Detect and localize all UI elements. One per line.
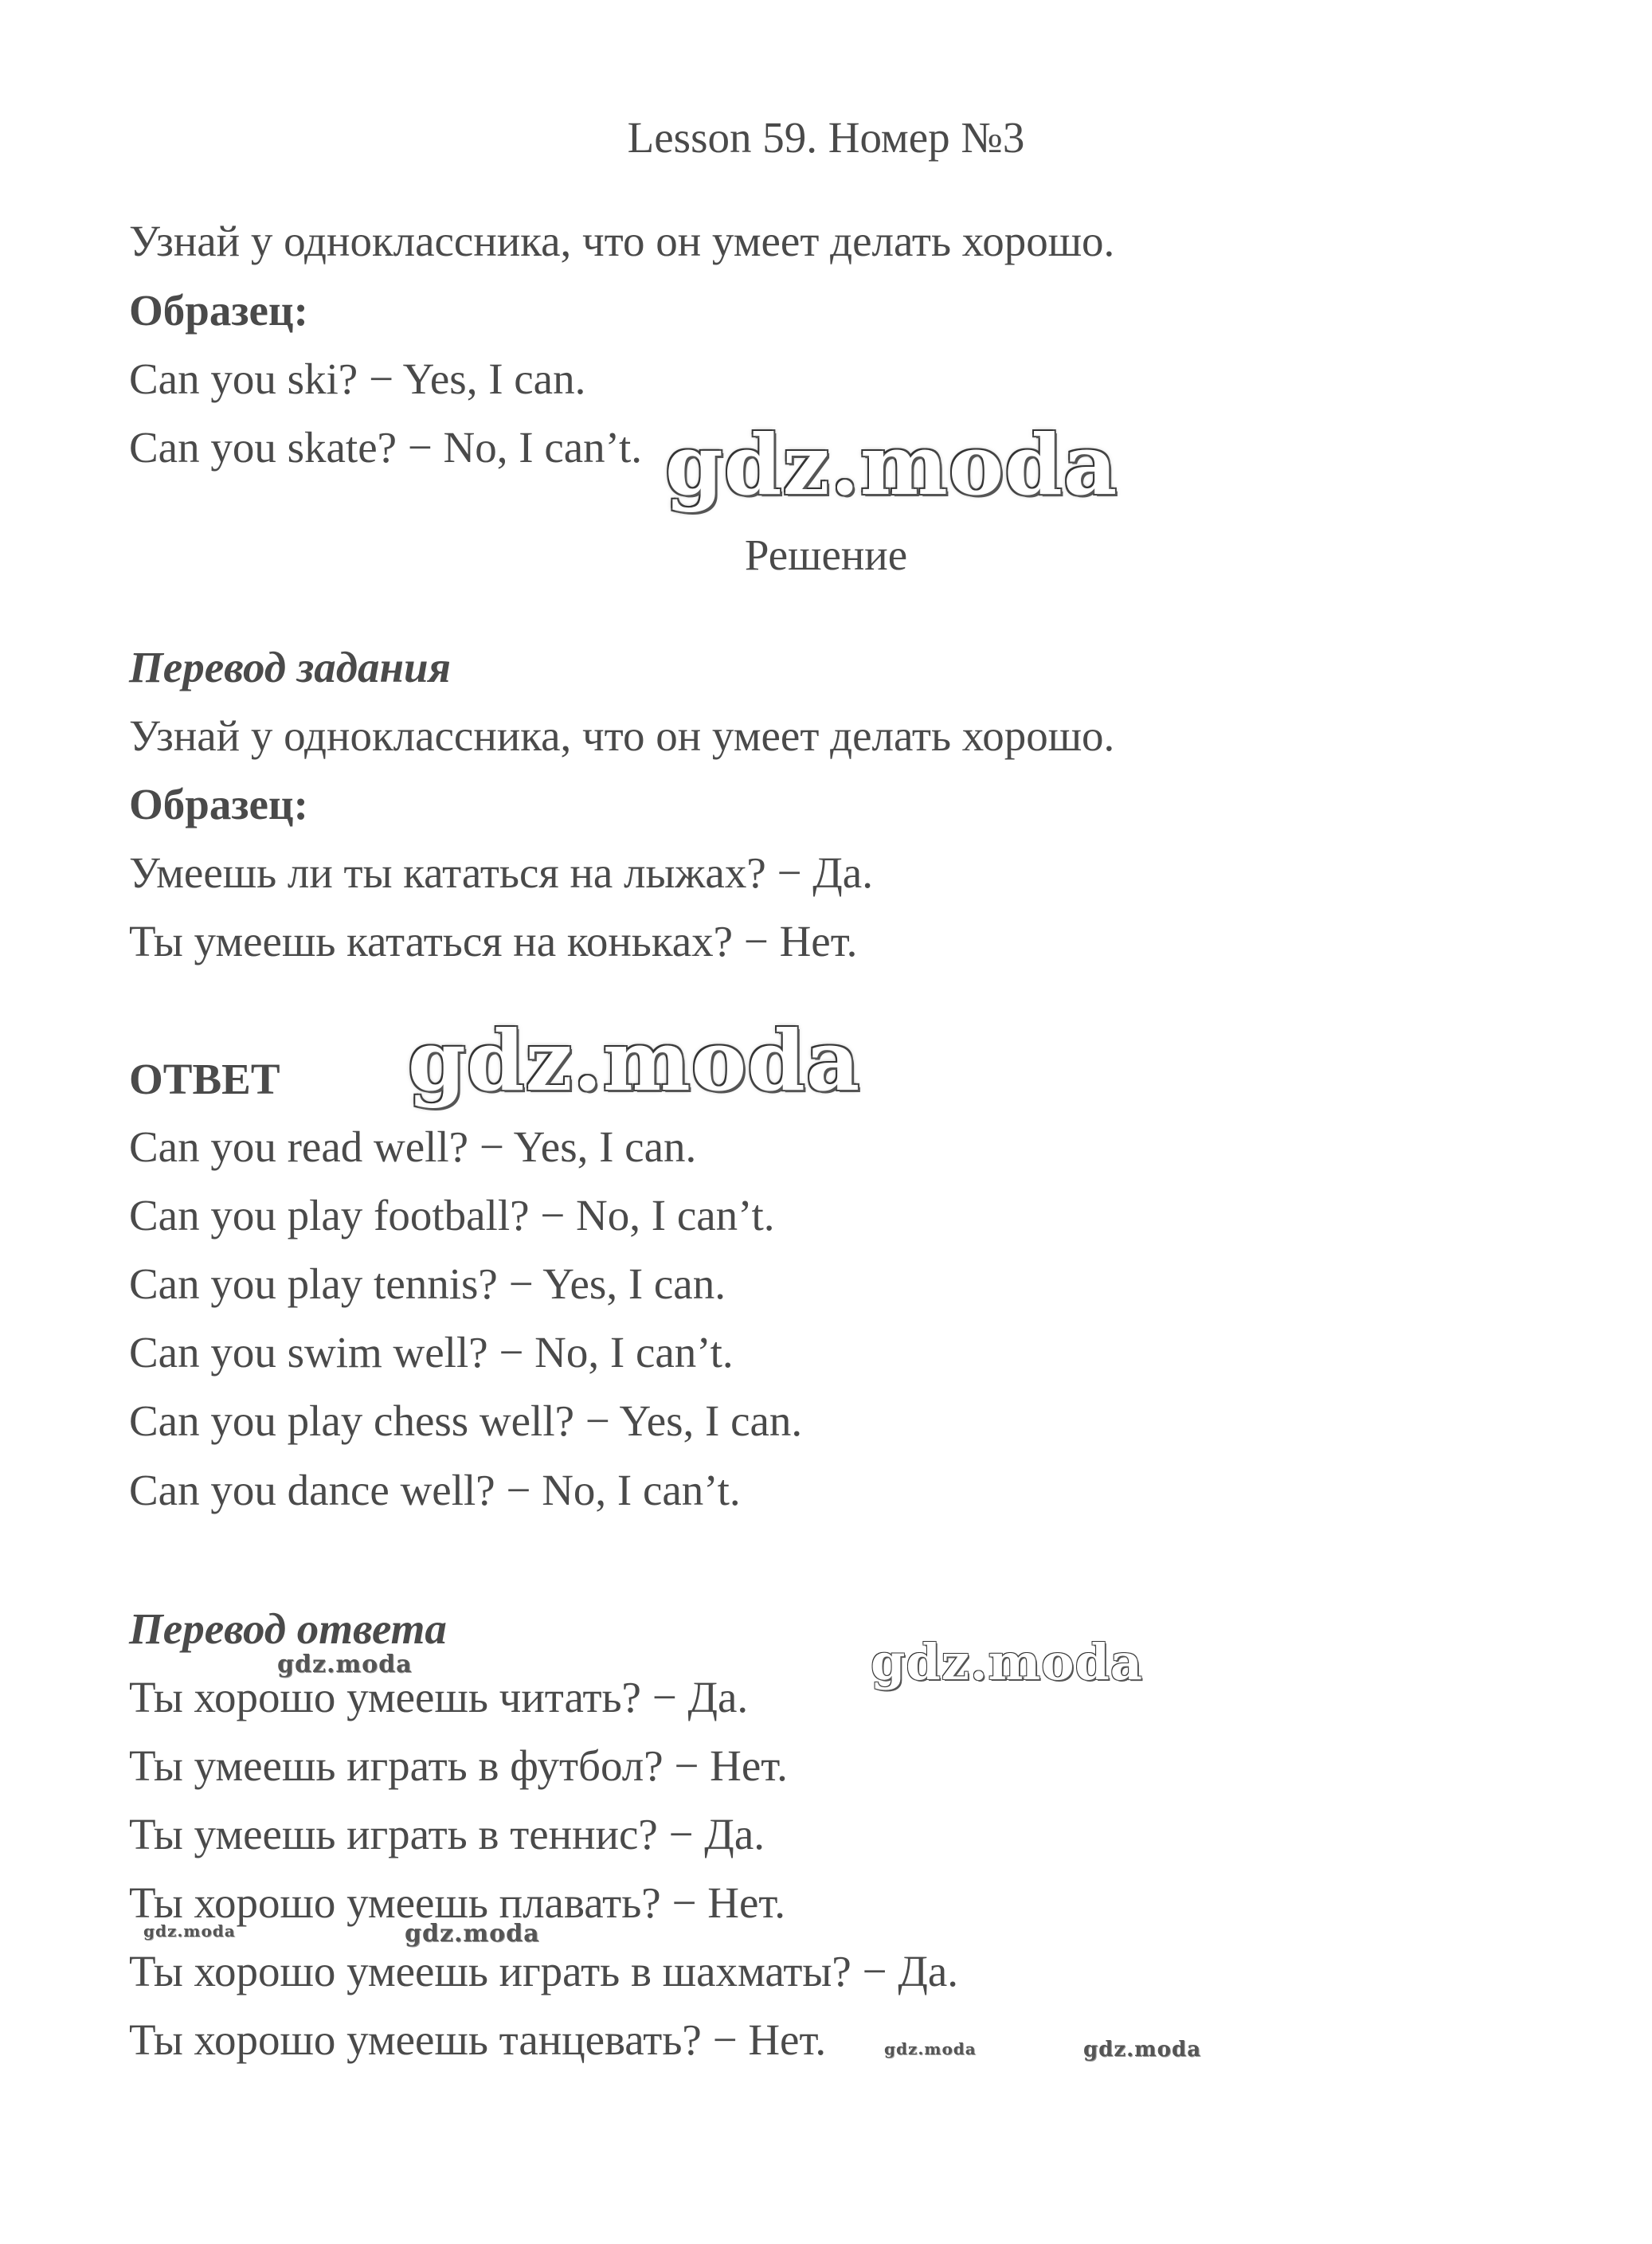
answer-translation-heading: Перевод ответа	[129, 1604, 447, 1653]
watermark-logo: gdz.moda	[277, 1651, 413, 1678]
translation-sample-line-1: Умеешь ли ты кататься на лыжах? − Да.	[129, 848, 873, 897]
watermark-logo: gdz.moda	[884, 2039, 977, 2058]
answer-line-3: Can you play tennis? − Yes, I can.	[129, 1259, 726, 1308]
solution-label: Решение	[744, 531, 908, 579]
watermark-logo: gdz.moda	[408, 1012, 861, 1110]
answer-translation-line-2: Ты умеешь играть в футбол? − Нет.	[129, 1741, 788, 1790]
answer-line-1: Can you read well? − Yes, I can.	[129, 1122, 697, 1171]
translation-sample-line-2: Ты умеешь кататься на коньках? − Нет.	[129, 917, 858, 965]
translation-sample-label: Образец:	[129, 780, 308, 828]
task-instruction: Узнай у одноклассника, что он умеет делать хорошо.	[129, 217, 1115, 265]
watermark-logo: gdz.moda	[871, 1633, 1143, 1691]
answer-line-4: Can you swim well? − No, I can’t.	[129, 1328, 734, 1377]
answer-translation-line-4: Ты хорошо умеешь плавать? − Нет.	[129, 1878, 786, 1927]
translation-task-heading: Перевод задания	[129, 643, 451, 691]
page-title: Lesson 59. Номер №3	[627, 113, 1025, 162]
answer-line-5: Can you play chess well? − Yes, I can.	[129, 1396, 803, 1445]
answer-translation-line-6: Ты хорошо умеешь танцевать? − Нет.	[129, 2015, 827, 2064]
answer-translation-line-5: Ты хорошо умеешь играть в шахматы? − Да.	[129, 1947, 958, 1995]
watermark-logo: gdz.moda	[665, 416, 1118, 514]
task-sample-line-2: Can you skate? − No, I can’t.	[129, 423, 642, 472]
watermark-logo: gdz.moda	[405, 1920, 540, 1948]
answer-translation-line-3: Ты умеешь играть в теннис? − Да.	[129, 1810, 765, 1858]
translation-task-instruction: Узнай у одноклассника, что он умеет делать хорошо.	[129, 711, 1115, 760]
task-sample-label: Образец:	[129, 286, 308, 335]
task-sample-line-1: Can you ski? − Yes, I can.	[129, 354, 586, 403]
answer-line-2: Can you play football? − No, I can’t.	[129, 1191, 775, 1239]
watermark-logo: gdz.moda	[143, 1921, 236, 1940]
watermark-logo: gdz.moda	[1083, 2038, 1202, 2062]
answer-line-6: Can you dance well? − No, I can’t.	[129, 1466, 741, 1514]
answer-translation-line-1: Ты хорошо умеешь читать? − Да.	[129, 1673, 749, 1721]
answer-heading: ОТВЕТ	[129, 1055, 280, 1103]
